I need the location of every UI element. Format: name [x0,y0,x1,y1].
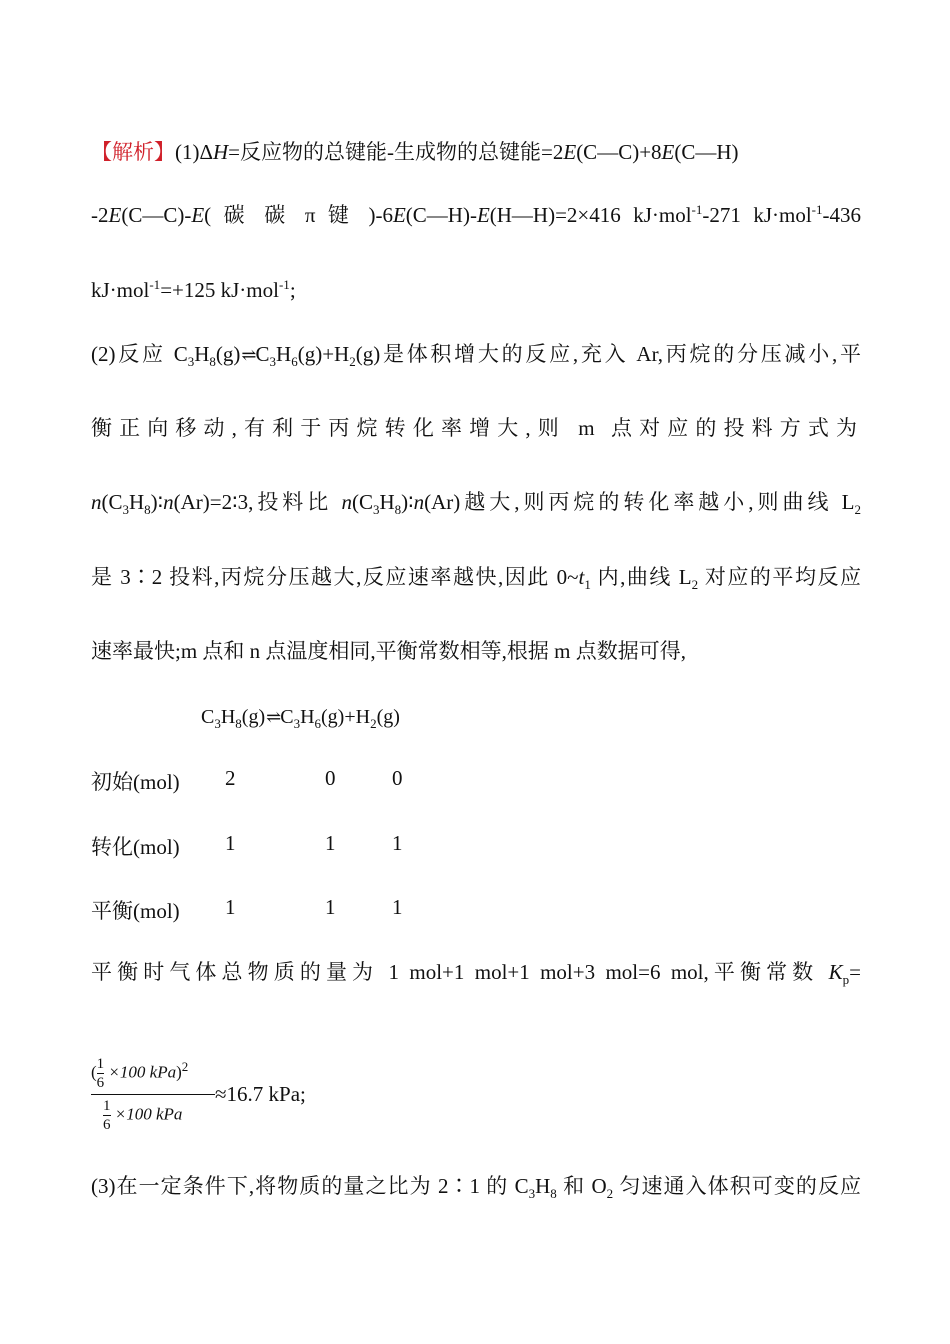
row-change-c3h8: 1 [225,831,236,855]
row-equilibrium-label: 平衡(mol) [91,899,180,923]
row-change-c3h6: 1 [325,831,336,855]
para2-line4: 是 3∶2 投料,丙烷分压越大,反应速率越快,因此 $0\sim t_1$ 内,曲线 $L_2$ 对应的平均反应 [91,565,861,593]
para2-line5: 速率最快;m 点和 n 点温度相同,平衡常数相等,根据 m 点数据可得, [91,639,687,663]
para1-line2: -2E(C—C)-E( 碳 碳 π 键 )-6E(C—H)-E(H—H)=2×416 kJ·mol$^{-1}$-271 kJ·mol$^{-1}$-436 [91,202,861,227]
row-change-h2: 1 [392,831,403,855]
kp-numerator: ( $\frac{1}{6}$ ×100 kPa)$^2$ [91,1056,189,1091]
kp-fraction [91,1055,306,1135]
para2-line3: $n(C_3H_8)∶n(Ar)=2∶3$,投料比 $n(C_3H_8)∶n(Ar)$越大,则丙烷的转化率越小,则曲线 $L_2$ [91,490,861,518]
para1-line1-text: (1)ΔH=反应物的总键能-生成物的总键能=2E(C—C)+8E(C—H) [175,140,739,164]
total-moles-line: 平衡时气体总物质的量为 1 mol+1 mol+1 mol+3 mol=6 mol,平衡常数 $K_p=$ [91,960,861,988]
kp-result: ≈16.7 kPa; [215,1082,306,1106]
row-initial-label: 初始(mol) [91,770,180,794]
row-equilibrium-c3h8: 1 [225,895,236,919]
row-change-label: 转化(mol) [91,835,180,859]
para2-line2: 衡正向移动,有利于丙烷转化率增大,则 m 点对应的投料方式为 [91,416,861,440]
row-equilibrium-c3h6: 1 [325,895,336,919]
row-initial-h2: 0 [392,766,403,790]
reaction-equation: $C_3H_8(g)\rightleftharpoons C_3H_6(g)+H_2(g)$ [201,706,400,731]
para1-line3: kJ·mol$^{-1}$=+125 kJ·mol$^{-1}$; [91,277,296,302]
analysis-tag: 【解析】 [91,140,175,164]
para1-line1 [91,138,861,166]
kp-denominator: $\frac{1}{6}$ ×100 kPa [103,1098,183,1133]
fraction-bar [91,1094,215,1095]
para3-line1: (3)在一定条件下,将物质的量之比为 2∶1 的 $C_3H_8$ 和 $O_2$ 匀速通入体积可变的反应 [91,1174,862,1202]
row-initial-c3h6: 0 [325,766,336,790]
para2-line1: (2)反应 $C_3H_8(g)\rightleftharpoons C_3H_6(g)+H_2(g)$是体积增大的反应,充入 Ar,丙烷的分压减小,平 [91,342,861,370]
row-equilibrium-h2: 1 [392,895,403,919]
row-initial-c3h8: 2 [225,766,236,790]
